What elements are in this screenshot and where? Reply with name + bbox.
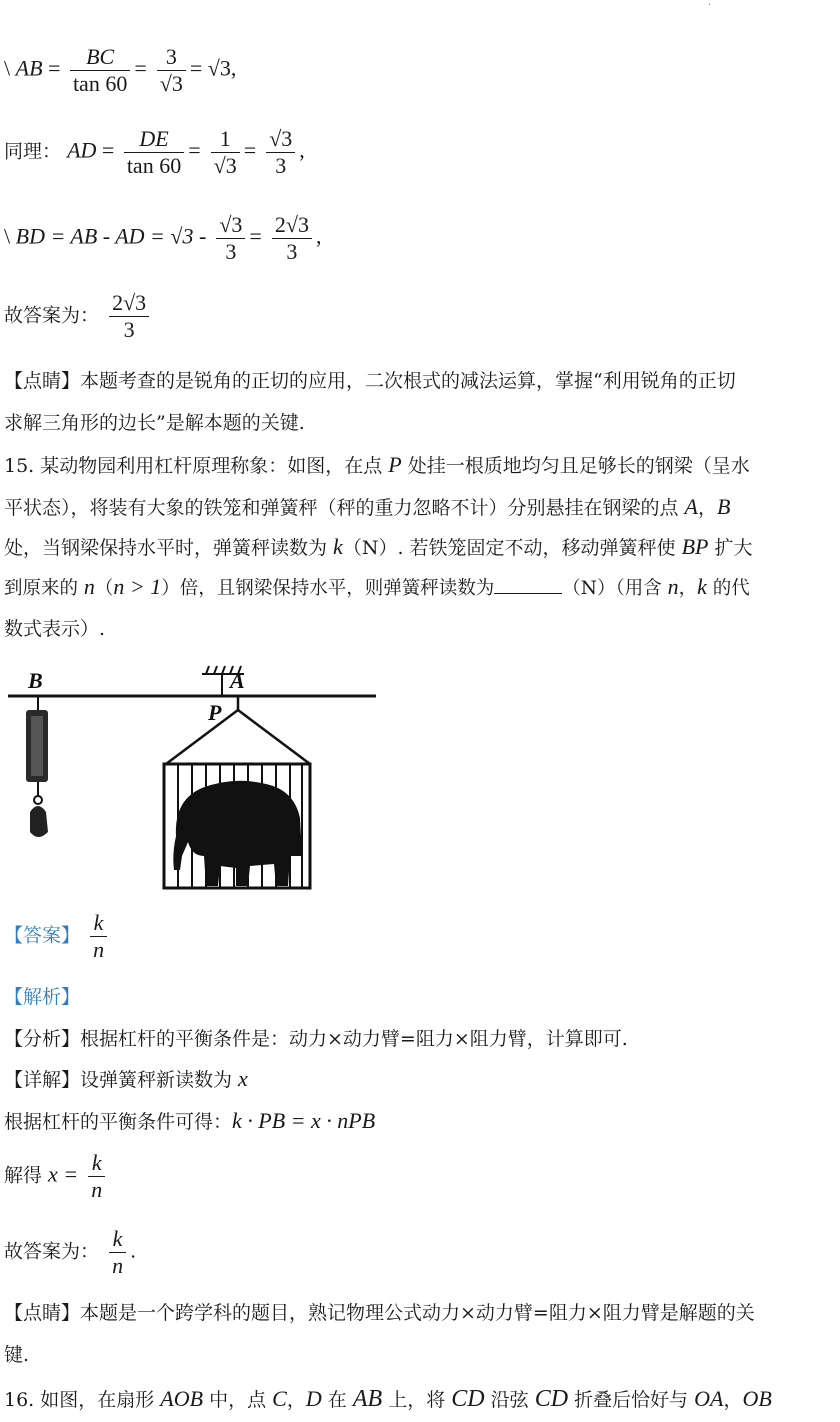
question-16-line: 16. 如图，在扇形 AOB 中，点 C，D 在 AB 上，将 CD 沿弦 CD 折叠后恰好与 OA，OB	[4, 1386, 772, 1412]
analysis-label: 【解析】	[4, 986, 81, 1008]
comment-line: 键.	[4, 1344, 30, 1366]
fraction: $\frac{k}{n}$	[90, 910, 107, 963]
iron-cage	[164, 764, 310, 888]
solve-line: 解得 x = $\frac{k}{n}$	[4, 1150, 109, 1203]
comment-line: 求解三角形的边长”是解本题的关键.	[4, 412, 305, 434]
xiangjie-line: 【详解】设弹簧秤新读数为 x	[4, 1066, 248, 1091]
equation-ab: \ AB = $\frac{BC}{\tan 60}$ = $\frac{3}{√3}$ = √3,	[4, 44, 237, 96]
fraction: $\frac{BC}{\tan 60}$	[70, 44, 130, 97]
spring-scale	[26, 696, 48, 837]
fraction: $\frac{√3}{3}$	[216, 212, 245, 265]
comment-line: 【点睛】本题考查的是锐角的正切的应用，二次根式的减法运算，掌握“利用锐角的正切	[4, 370, 736, 392]
fenxi-line: 【分析】根据杠杆的平衡条件是：动力×动力臂=阻力×阻力臂，计算即可.	[4, 1028, 628, 1050]
fraction: $\frac{2√3}{3}$	[272, 212, 312, 265]
label-B: B	[28, 668, 43, 693]
label-P: P	[208, 700, 222, 725]
answer-line-1: 故答案为： $\frac{2√3}{3}$	[4, 290, 153, 343]
question-15-line: 平状态），将装有大象的铁笼和弹簧秤（秤的重力忽略不计）分别悬挂在钢梁的点 A，B	[4, 494, 731, 519]
answer-line-15: 【答案】 $\frac{k}{n}$	[4, 910, 111, 963]
lever-elephant-figure	[4, 660, 384, 892]
balance-line: 根据杠杆的平衡条件可得：k · PB = x · nPB	[4, 1108, 376, 1133]
fraction: $\frac{k}{n}$	[88, 1150, 105, 1203]
cage-ropes	[166, 696, 310, 764]
answer-line-2: 故答案为： $\frac{k}{n}$ .	[4, 1226, 137, 1278]
fraction: $\frac{2√3}{3}$	[109, 290, 149, 343]
top-mark: ·	[708, 0, 712, 11]
equation-bd: \ BD = AB - AD = √3 - $\frac{√3}{3}$ = $\frac{2√3}{3}$ ,	[4, 212, 322, 264]
label-A: A	[230, 668, 245, 693]
question-15-line: 数式表示）.	[4, 618, 106, 640]
fraction: $\frac{√3}{3}$	[266, 126, 295, 179]
fraction: $\frac{3}{√3}$	[157, 44, 186, 97]
comment-line: 【点睛】本题是一个跨学科的题目，熟记物理公式动力×动力臂=阻力×阻力臂是解题的关	[4, 1302, 755, 1324]
answer-blank	[494, 575, 562, 594]
question-15-line: 处，当钢梁保持水平时，弹簧秤读数为 k（N）. 若铁笼固定不动，移动弹簧秤使 BP 扩大	[4, 534, 753, 559]
fraction: $\frac{DE}{\tan 60}$	[124, 126, 184, 179]
fraction: $\frac{k}{n}$	[109, 1226, 126, 1279]
fraction: $\frac{1}{√3}$	[211, 126, 240, 179]
question-15-line: 15. 某动物园利用杠杆原理称象：如图，在点 P 处挂一根质地均匀且足够长的钢梁（呈水	[4, 452, 750, 477]
equation-ad: 同理： AD = $\frac{DE}{\tan 60}$ = $\frac{1}{√3}$ = $\frac{√3}{3}$ ,	[4, 126, 305, 178]
question-15-line: 到原来的 n（n > 1）倍，且钢梁保持水平，则弹簧秤读数为 （N）（用含 n，k 的代	[4, 574, 750, 599]
